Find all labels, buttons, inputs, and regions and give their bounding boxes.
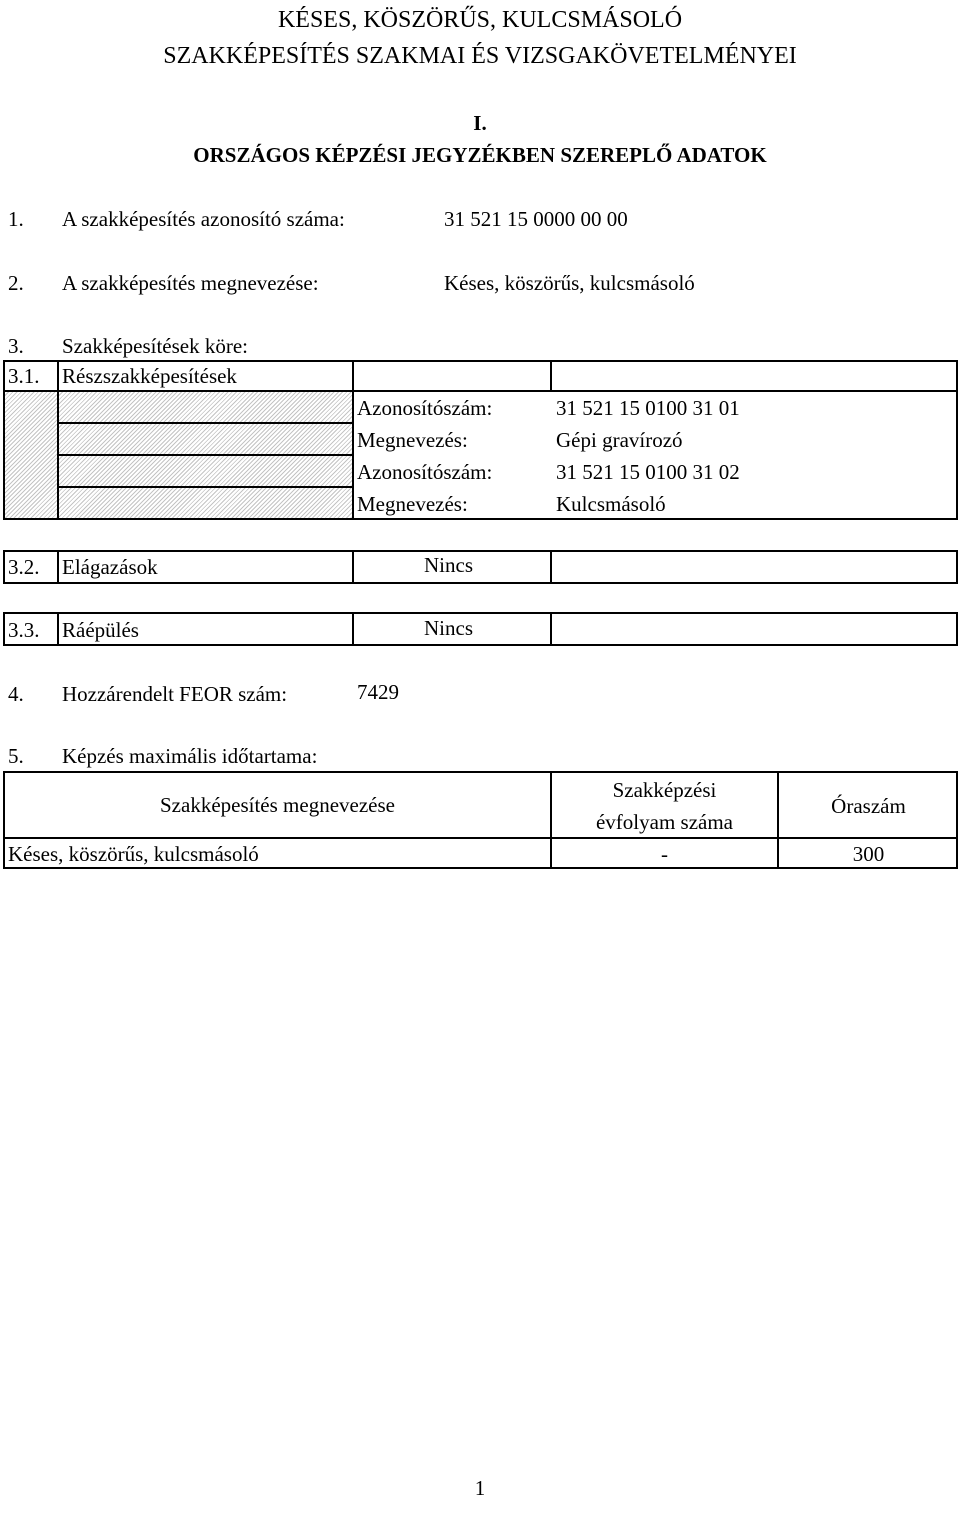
header-qualification-name: Szakképesítés megnevezése [160,793,395,817]
subqual-col-divider-3 [550,360,552,392]
row-year: - [661,842,668,866]
subqual-row4-key: Megnevezés: [357,492,468,516]
item3-number: 3. [8,334,24,358]
item4-value: 7429 [357,680,399,704]
item4-number: 4. [8,682,24,706]
item32-number: 3.2. [8,555,40,579]
item32-value: Nincs [424,553,473,577]
section-heading: ORSZÁGOS KÉPZÉSI JEGYZÉKBEN SZEREPLŐ ADATOK [193,143,767,167]
item5-label: Képzés maximális időtartama: [62,744,318,768]
row-hours: 300 [852,842,885,866]
subqual-row4-value: Kulcsmásoló [556,492,666,516]
item1-label: A szakképesítés azonosító száma: [62,207,345,231]
extension-divider-3 [550,612,552,646]
subqual-row1-key: Azonosítószám: [357,396,493,420]
document-title-line1: KÉSES, KÖSZÖRŰS, KULCSMÁSOLÓ [277,7,683,33]
row-qualification-name: Késes, köszörűs, kulcsmásoló [8,842,259,866]
item33-value: Nincs [424,616,473,640]
subqual-row1-value: 31 521 15 0100 31 01 [556,396,740,420]
extension-divider-2 [352,612,354,646]
branches-divider-2 [352,550,354,584]
hatched-cell-row2 [57,422,354,456]
item33-number: 3.3. [8,618,40,642]
subqual-row2-key: Megnevezés: [357,428,468,452]
item2-value: Késes, köszörűs, kulcsmásoló [444,271,695,295]
page-number: 1 [474,1476,486,1500]
subqual-row3-key: Azonosítószám: [357,460,493,484]
document-title-line2: SZAKKÉPESÍTÉS SZAKMAI ÉS VIZSGAKÖVETELMÉNYEI [163,43,797,69]
hatched-cell-row3 [57,454,354,488]
hatched-cell-row1 [57,390,354,424]
item31-label: Részszakképesítések [62,364,237,388]
item5-number: 5. [8,744,24,768]
item3-label: Szakképesítések köre: [62,334,249,358]
subqual-col-divider-2 [352,360,354,392]
item31-number: 3.1. [8,364,40,388]
item1-value: 31 521 15 0000 00 00 [444,207,628,231]
branches-divider-1 [57,550,59,584]
item33-label: Ráépülés [62,618,139,642]
hatched-cell-number [3,390,59,520]
hatched-cell-row4 [57,486,354,520]
item32-label: Elágazások [62,555,158,579]
item2-number: 2. [8,271,24,295]
extension-frame [3,612,958,646]
item1-number: 1. [8,207,24,231]
section-roman-numeral: I. [473,111,487,135]
item4-label: Hozzárendelt FEOR szám: [62,682,288,706]
duration-row-divider [3,837,958,839]
extension-divider-1 [57,612,59,646]
header-year-line1: Szakképzési [612,778,717,802]
subqual-row2-value: Gépi gravírozó [556,428,683,452]
header-year-line2: évfolyam száma [595,810,734,834]
item2-label: A szakképesítés megnevezése: [62,271,319,295]
header-hours: Óraszám [831,794,906,818]
subqual-row3-value: 31 521 15 0100 31 02 [556,460,740,484]
branches-divider-3 [550,550,552,584]
